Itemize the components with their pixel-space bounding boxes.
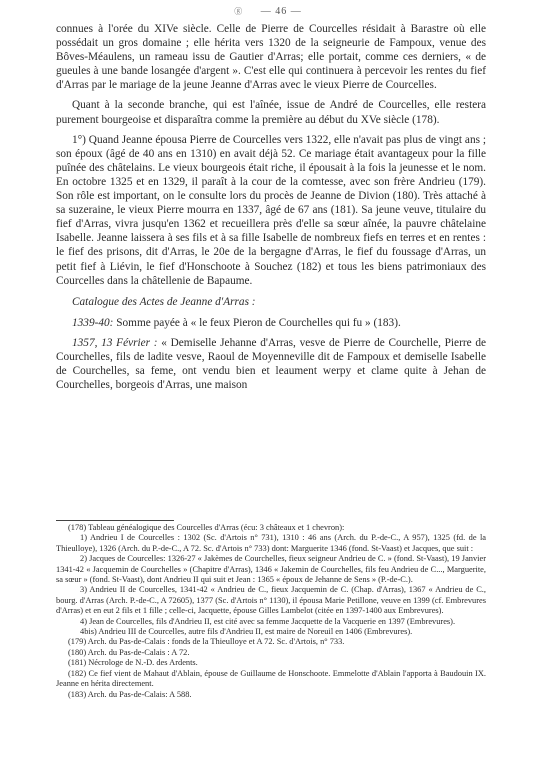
footnote: 1) Andrieu I de Courcelles : 1302 (Sc. d'Artois n° 731), 1310 : 46 ans (Arch. du P.-de-C., A 957), 1325 (fd. de la Thieulloye), 1326 (Arch. du P.-de-C., A 72. Sc. d'Artois n° 733) dont: Marguerite 1346 (fond. St-Vaast) et Jacques, que suit :	[56, 533, 486, 553]
footnote: (182) Ce fief vient de Mahaut d'Ablain, épouse de Guillaume de Honschoote. Emmelotte d'Ablain l'apporta à Baudouin IX. Jeanne en hérita directement.	[56, 668, 486, 689]
footnote: 4) Jean de Courcelles, fils d'Andrieu II, est cité avec sa femme Jacquette de la Vacquerie en 1397 (Embrevures).	[80, 616, 456, 626]
act-entry	[56, 336, 486, 392]
act-text: « Demiselle Jehanne d'Arras, vesve de Pierre de Courchelle, Pierre de Courchelles, fils de ladite vesve, Raoul de Moyenneville dit de Fampoux et demiselle Isabelle de Courchelles, sa feme, ont vendu bien et leaument werpy et clame quite à Jehan de Courchelles, borgeois d'Arras, une maison	[56, 336, 486, 392]
paragraph: Quant à la seconde branche, qui est l'aînée, issue de André de Courcelles, elle restera purement bourgeoise et disparaîtra comme la première au début du XVe siècle (178).	[56, 99, 486, 126]
footnote: 3) Andrieu II de Courcelles, 1341-42 « Andrieu de C., fieux Jacquemin de C. (Chap. d'Arras), 1367 « Andrieu de C., bourg. d'Arras (Arch. P.-de-C., A 72605), 1377 (Sc. d'Artois n° 1130), il épousa Marie Petillone, veuve en 1399 (cf. Embrevures d'Arras) et en eut 2 fils et 1 fille ; celle-ci, Jacquette, épouse Gilles Lambelot (citée en 1397-1400 aux Embrevures).	[56, 585, 486, 616]
footnote: (179) Arch. du Pas-de-Calais : fonds de la Thieulloye et A 72. Sc. d'Artois, n° 733.	[68, 637, 345, 647]
act-text: Somme payée à « le feux Pieron de Courchelles qui fu » (183).	[113, 316, 401, 329]
page-number: — 46 —	[260, 6, 302, 17]
paragraph: connues à l'orée du XIVe siècle. Celle de Pierre de Courcelles résidait à Barastre où elle possédait un gros domaine ; elle hérita vers 1320 de la seigneurie de Fampoux, venue des Bôves-Méaulens, un rameau issu de Gautier d'Arras; elle portait, comme ces derniers, « de gueules à une bande losangée d'argent ». C'est elle qui continuera à percevoir les rentes du fief d'Arras par le mariage de la jeune Jeanne d'Arras avec le vieux Pierre de Courcelles.	[56, 23, 486, 92]
footnote: (180) Arch. du Pas-de-Calais : A 72.	[68, 647, 190, 657]
catalogue-heading: Catalogue des Actes de Jeanne d'Arras :	[72, 295, 256, 308]
footnote: 2) Jacques de Courcelles: 1326-27 « Jakèmes de Courchelles, fieux seigneur Andrieu de C. » (fond. St-Vaast), 19 Janvier 1341-42 « Jacquemin de Courchelles » (Chapitre d'Arras), 1346 « Jakemin de Courchelles, fils feu Andrieu de C..., Marguerite, sa sœur » (fond. St-Vaast), dont Andrieu II qui suit et Jean : 1365 « époux de Jehanne de Sens » (P.-de-C.).	[56, 554, 486, 585]
header-mark: ⓖ	[234, 7, 244, 16]
act-date: 1357, 13 Février :	[72, 336, 158, 349]
page-header	[0, 6, 536, 17]
main-text	[56, 22, 486, 398]
footnotes	[56, 523, 486, 700]
paragraph: 1°) Quand Jeanne épousa Pierre de Courcelles vers 1322, elle n'avait pas plus de vingt ans ; son époux (âgé de 40 ans en 1310) en avait déjà 52. Ce mariage était avantageux pour la fille puînée des châtelains. Le vieux bourgeois était riche, il épousait à la fois la jeunesse et le nom. En octobre 1325 et en 1329, il paraît à la cour de la comtesse, avec son frère Andrieu (179). Son rôle est important, on le consulte lors du procès de Jeanne de Divion (180). Très attaché à sa suzeraine, le vieux Pierre mourra en 1337, âgé de 67 ans (181). Sa jeune veuve, titulaire du fief d'Arras, vivra jusqu'en 1362 et recueillera près d'elle sa sœur aînée, la pauvre châtelaine Isabelle. Jeanne laissera à ses fils et à sa fille Isabelle de nombreux fiefs en terres et en rentes : le fief des prisons, dit d'Arras, le 20e de la bergagne d'Arras, le fief du foussage d'Arras, un petit fief à Liévin, le fief d'Honschoote à Souchez (182) et tous les biens patrimoniaux des Courcelles dans la châtellenie de Bapaume.	[56, 133, 486, 287]
footnote: (178) Tableau généalogique des Courcelles d'Arras (écu: 3 châteaux et 1 chevron):	[68, 523, 345, 532]
act-date: 1339-40:	[72, 316, 114, 329]
footnote: 4bis) Andrieu III de Courcelles, autre fils d'Andrieu II, est maire de Noreuil en 1406 (Embrevures).	[80, 627, 413, 637]
footnote: (183) Arch. du Pas-de-Calais: A 588.	[68, 689, 192, 699]
footnote-separator	[56, 520, 174, 521]
act-entry	[56, 316, 486, 330]
footnote: (181) Nécrologe de N.-D. des Ardents.	[68, 658, 198, 668]
